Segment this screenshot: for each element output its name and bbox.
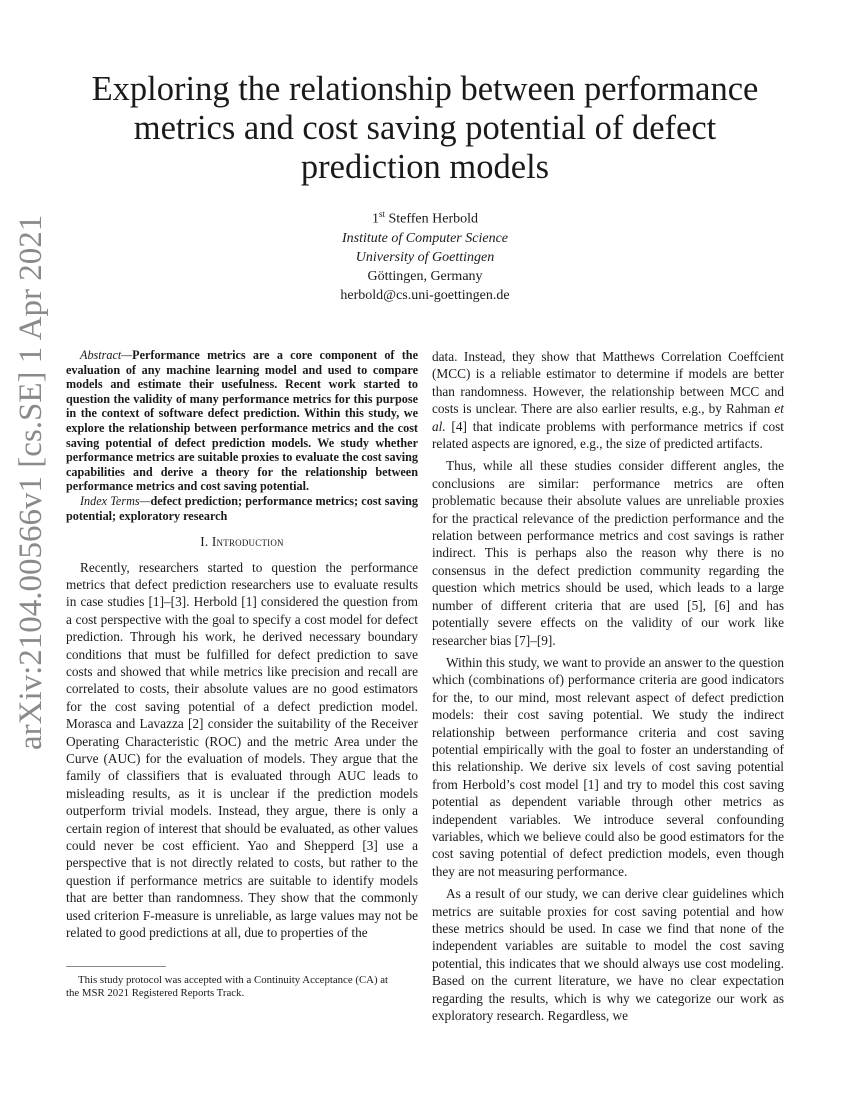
author-ordinal: 1 xyxy=(371,211,379,227)
author-block xyxy=(225,205,625,305)
intro-paragraph-1: Recently, researchers started to question the performance metrics that defect prediction researchers use to evaluate results in case studies [1]–[3]. Herbold [1] considered the question from a cost perspective with the goal to specify a cost model for defect prediction. Through his work, he derived necessary boundary conditions that must be fulfilled for defect prediction to save costs and showed that while metrics like precision and recall are correlated to costs, their absolute values are no good estimators for the cost saving potential of a defect prediction model. Morasca and Lavazza [2] consider the suitability of the Receiver Operating Characteristic (ROC) and the metric Area under the Curve (AUC) for the evaluation of models. They argue that the family of classifiers that is evaluated through AUC leads to misleading results, as it is unclear if the prediction models outperform trivial models. Instead, they argue, there is only a certain region of interest that should be evaluated, as other values could never be cost efficient. Yao and Shepperd [3] use a perspective that is not directly related to costs, but rather to the question if performance metrics are suitable to identify models that are better than randomness. They show that the commonly used criterion F-measure is unreliable, as large values may not be related to good predictions at all, due to properties of the xyxy=(66,559,418,941)
index-terms-label: Index Terms— xyxy=(80,493,151,508)
author-organization: University of Goettingen xyxy=(355,249,495,265)
footnote xyxy=(66,974,418,1000)
intro-paragraph-3: Within this study, we want to provide an answer to the question which (combinations of) performance criteria are good indicators for the, to our mind, most relevant aspect of defect prediction models: their cost saving potential. We study the indirect relationship between performance criteria and cost saving potential empirically with the goal to foster an understanding of this relationship. We derive six levels of cost saving potential from Herbold’s cost model [1] and try to model this cost saving potential as dependent variable through other metrics as independent variables. We introduce several confounding variables, which we believe could also be good estimators for the cost saving potential of defect prediction models, even though they are not measuring performance. xyxy=(432,654,784,879)
footnote-line-2: the MSR 2021 Registered Reports Track. xyxy=(66,987,245,1000)
intro-paragraph-4: As a result of our study, we can derive clear guidelines which metrics are suitable proxies for cost saving potential and how these metrics should be used. In case we find that none of the independent variables are suitable to model the cost saving potential, this indicates that we should always use cost modeling. Based on the current literature, we have no clear expectation regarding the results, which is why we categorize our work as exploratory research. Regardless, we xyxy=(432,886,784,1024)
abstract xyxy=(66,348,418,494)
left-column xyxy=(66,348,418,941)
section-heading-introduction: I. Introduction xyxy=(200,534,284,550)
intro-paragraph-1-cont-b: [4] that indicate problems with performance metrics if cost related aspects are ignored, e.g., the size of predicted artifacts. xyxy=(432,418,784,452)
intro-paragraph-1-continued xyxy=(432,348,784,452)
intro-paragraph-1-cont-a: data. Instead, they show that Matthews Correlation Coeffcient (MCC) is a reliable estimator to determine if models are better than randomness. However, the relationship between MCC and costs is unclear. There are also earlier results, e.g., by Rahman xyxy=(432,349,784,417)
author-location: Göttingen, Germany xyxy=(367,268,483,284)
index-terms-text: defect prediction; performance metrics; cost saving potential; exploratory research xyxy=(66,493,418,523)
abstract-text: Performance metrics are a core component of the evaluation of any machine learning model and used to compare models and estimate their usefulness. Recent work started to question the validity of many performance metrics for this purpose in the context of software defect prediction. Within this study, we explore the relationship between performance metrics and the cost saving potential of defect prediction models. We study whether performance metrics are suitable proxies to evaluate the cost saving capabilities and derive a theory for the relationship between performance metrics and cost saving potential. xyxy=(66,348,418,494)
footnote-line-1: This study protocol was accepted with a Continuity Acceptance (CA) at xyxy=(78,974,389,986)
intro-paragraph-2: Thus, while all these studies consider different angles, the conclusions are similar: performance metrics are often problematic because their absolute values are unreliable proxies for the practical relevance of the prediction performance and the relation between performance metrics and cost savings is rather indirect. This is perhaps also the reason why there is no consensus in the defect prediction community regarding the question which metrics should be used, which leads to a large number of different criteria that are used [5], [6] and has potentially severe effects on the validity of our work like researcher bias [7]–[9]. xyxy=(432,458,784,648)
author-name: Steffen Herbold xyxy=(388,211,479,227)
author-ordinal-suffix: st xyxy=(378,209,385,219)
author-email[interactable]: herbold@cs.uni-goettingen.de xyxy=(340,287,510,303)
arxiv-identifier: arXiv:2104.00566v1 [cs.SE] 1 Apr 2021 xyxy=(13,214,49,750)
paper-title: Exploring the relationship between performance metrics and cost saving potential of defect prediction models xyxy=(91,70,759,186)
abstract-label: Abstract— xyxy=(80,348,133,362)
right-column xyxy=(432,348,784,1024)
author-name-line xyxy=(225,205,625,229)
intro-paragraph-1-cont-em: et al. xyxy=(432,401,784,434)
index-terms xyxy=(66,494,418,523)
author-department: Institute of Computer Science xyxy=(341,230,509,246)
